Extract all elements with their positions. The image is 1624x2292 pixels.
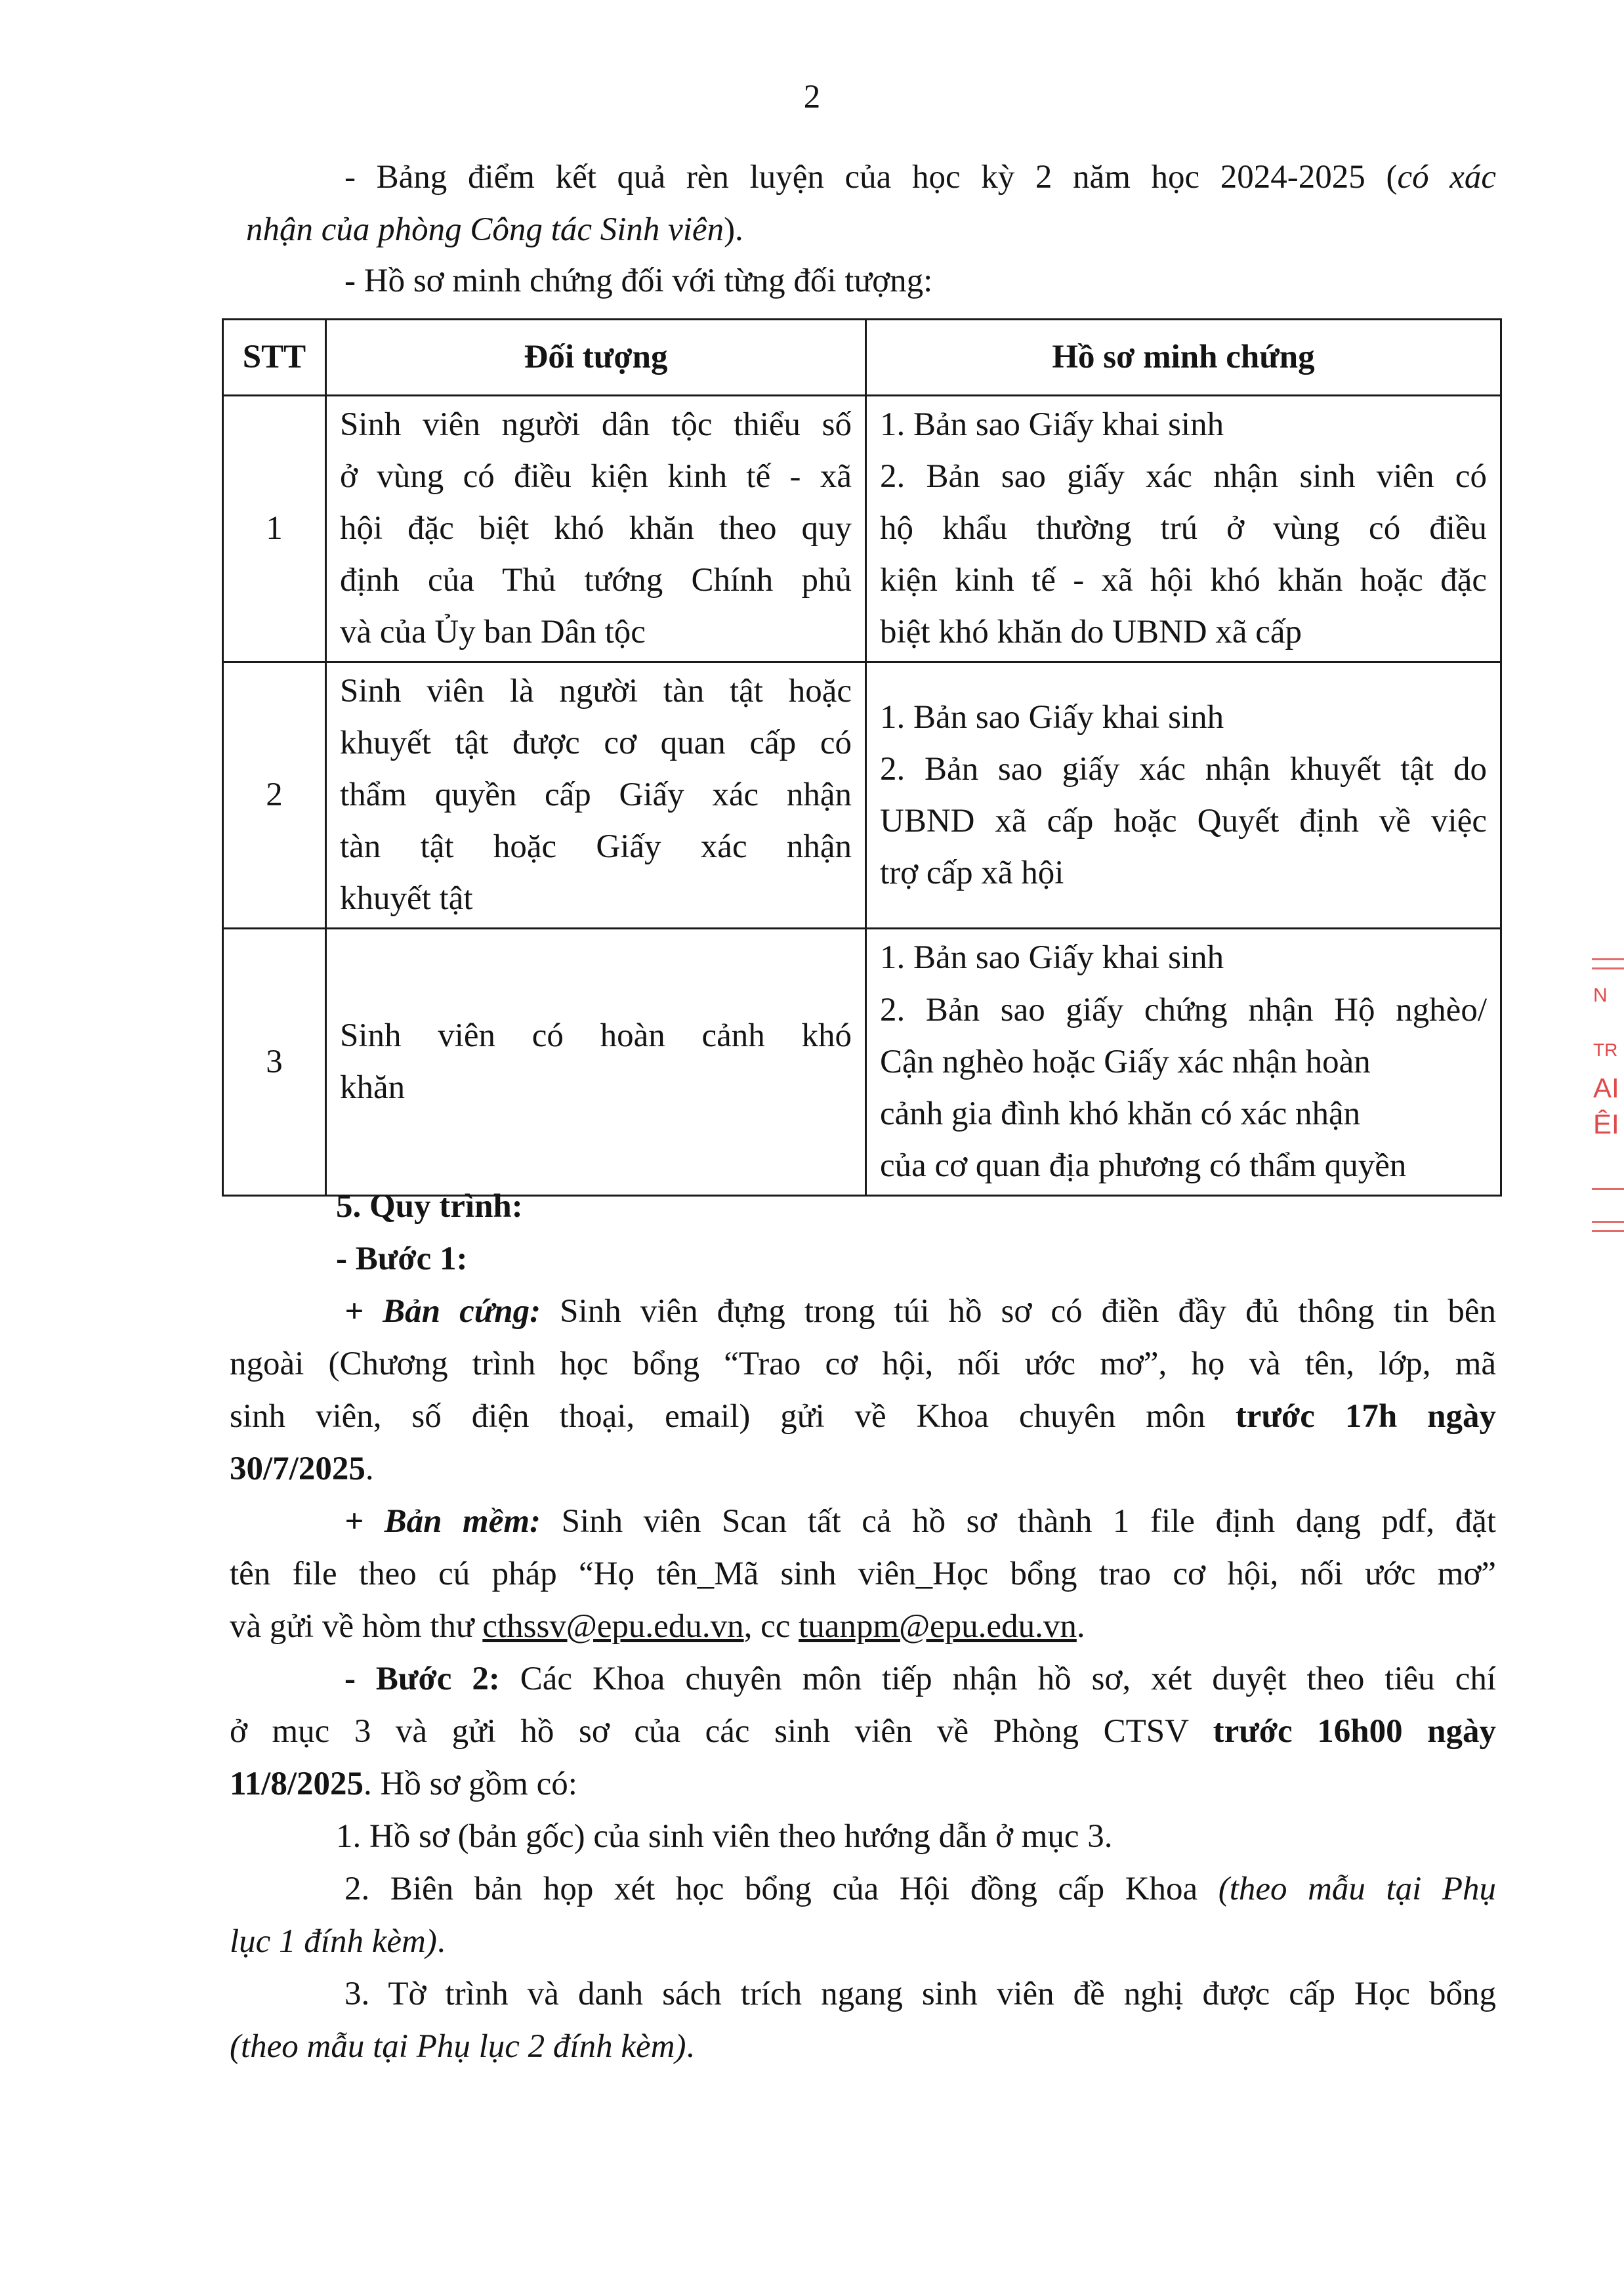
hard-copy-label: + Bản cứng: xyxy=(344,1293,541,1330)
stamp-text: N xyxy=(1593,985,1608,1006)
email-link-cthssv[interactable]: cthssv@epu.edu.vn xyxy=(482,1608,744,1645)
intro-line-1 xyxy=(230,158,1496,198)
cell-line: 2. Bản sao giấy xác nhận khuyết tật do xyxy=(880,750,1487,788)
cell-line: biệt khó khăn do UBND xã cấp xyxy=(880,614,1302,651)
cell-line: Cận nghèo hoặc Giấy xác nhận hoàn xyxy=(880,1043,1371,1080)
section-heading: 5. Quy trình: xyxy=(336,1188,523,1225)
step2-text: . Hồ sơ gồm có: xyxy=(364,1766,577,1802)
page-number: 2 xyxy=(803,79,821,116)
red-stamp-fragment xyxy=(1588,958,1624,1247)
hard-copy-line-2 xyxy=(230,1344,1496,1384)
step2-line-2 xyxy=(230,1712,1496,1752)
hard-copy-line-1 xyxy=(230,1292,1496,1332)
list-item-3-line-1 xyxy=(230,1974,1496,2014)
soft-copy-text: và gửi về hòm thư xyxy=(230,1608,483,1645)
soft-copy-line-1 xyxy=(230,1502,1496,1542)
evidence-table xyxy=(222,318,1502,1197)
table-row xyxy=(223,662,1501,929)
list-item-2-italic: lục 1 đính kèm) xyxy=(230,1923,437,1960)
step1-label: - Bước 1: xyxy=(336,1241,468,1277)
cell-line: khuyết tật xyxy=(340,880,473,918)
step2-deadline: trước 16h00 ngày xyxy=(1213,1713,1497,1750)
cell-line: khăn xyxy=(340,1069,406,1107)
cell-line: thẩm quyền cấp Giấy xác nhận xyxy=(340,776,852,814)
step2-deadline-date: 11/8/2025 xyxy=(230,1766,364,1802)
punctuation: . xyxy=(436,1923,446,1960)
row-doi-tuong xyxy=(326,929,866,1195)
row-ho-so xyxy=(866,929,1501,1195)
intro-line-3: - Hồ sơ minh chứng đối với từng đối tượng: xyxy=(344,263,933,299)
list-item-2-text: 2. Biên bản họp xét học bổng của Hội đồng cấp Khoa xyxy=(344,1871,1218,1907)
list-item-3-line-2 xyxy=(230,2027,694,2067)
table-header-row xyxy=(223,320,1501,396)
step2-text: ở mục 3 và gửi hồ sơ của các sinh viên về Phòng CTSV xyxy=(230,1713,1213,1750)
row-doi-tuong xyxy=(326,662,866,929)
header-ho-so: Hồ sơ minh chứng xyxy=(866,320,1501,396)
list-item-2-line-1 xyxy=(230,1869,1496,1909)
cell-line: định của Thủ tướng Chính phủ xyxy=(340,562,852,599)
soft-copy-text: , cc xyxy=(743,1608,799,1645)
cell-line: Sinh viên người dân tộc thiểu số xyxy=(340,406,852,443)
row-stt: 3 xyxy=(223,929,326,1195)
stamp-text: ÊI xyxy=(1593,1109,1619,1139)
header-stt: STT xyxy=(223,320,326,396)
intro-suffix: ). xyxy=(724,211,743,248)
soft-copy-line-3 xyxy=(230,1607,1085,1647)
stamp-text: AI xyxy=(1593,1072,1619,1103)
hard-copy-line-3 xyxy=(230,1397,1496,1437)
list-item-2-italic: (theo mẫu tại Phụ xyxy=(1218,1871,1496,1907)
cell-line: hội đặc biệt khó khăn theo quy xyxy=(340,510,852,547)
punctuation: . xyxy=(1076,1608,1085,1645)
table-row xyxy=(223,929,1501,1195)
list-item-1: 1. Hồ sơ (bản gốc) của sinh viên theo hướng dẫn ở mục 3. xyxy=(336,1818,1113,1855)
row-stt: 1 xyxy=(223,396,326,662)
header-doi-tuong: Đối tượng xyxy=(326,320,866,396)
soft-copy-label: + Bản mềm: xyxy=(344,1503,541,1540)
cell-line: 2. Bản sao giấy chứng nhận Hộ nghèo/ xyxy=(880,991,1487,1029)
list-item-2-line-2 xyxy=(230,1922,446,1962)
email-link-tuanpm[interactable]: tuanpm@epu.edu.vn xyxy=(799,1608,1077,1645)
punctuation: . xyxy=(686,2028,695,2065)
cell-line: 1. Bản sao Giấy khai sinh xyxy=(880,698,1224,736)
cell-line: ở vùng có điều kiện kinh tế - xã xyxy=(340,458,852,496)
hard-copy-text: ngoài (Chương trình học bổng “Trao cơ hội, nối ước mơ”, họ và tên, lớp, mã xyxy=(230,1346,1496,1382)
cell-line: cảnh gia đình khó khăn có xác nhận xyxy=(880,1095,1361,1132)
cell-line: tàn tật hoặc Giấy xác nhận xyxy=(340,828,852,866)
cell-line: 1. Bản sao Giấy khai sinh xyxy=(880,939,1224,977)
soft-copy-text: Sinh viên Scan tất cả hồ sơ thành 1 file định dạng pdf, đặt xyxy=(541,1503,1496,1540)
cell-line: Sinh viên là người tàn tật hoặc xyxy=(340,673,852,710)
cell-line: khuyết tật được cơ quan cấp có xyxy=(340,725,852,762)
soft-copy-text: tên file theo cú pháp “Họ tên_Mã sinh viên_Học bổng trao cơ hội, nối ước mơ” xyxy=(230,1556,1496,1592)
step2-line-1 xyxy=(230,1659,1496,1699)
cell-line: của cơ quan địa phương có thẩm quyền xyxy=(880,1147,1407,1184)
hard-copy-deadline: trước 17h ngày xyxy=(1235,1398,1497,1435)
stamp-text: TR xyxy=(1593,1040,1618,1060)
step2-text: Các Khoa chuyên môn tiếp nhận hồ sơ, xét duyệt theo tiêu chí xyxy=(499,1661,1496,1697)
cell-line: hộ khẩu thường trú ở vùng có điều xyxy=(880,510,1487,547)
intro-italic: có xác xyxy=(1397,159,1496,196)
row-ho-so xyxy=(866,662,1501,929)
cell-line: UBND xã cấp hoặc Quyết định về việc xyxy=(880,802,1487,839)
intro-text: - Bảng điểm kết quả rèn luyện của học kỳ 2 năm học 2024-2025 ( xyxy=(344,159,1398,196)
punctuation: . xyxy=(365,1451,374,1487)
hard-copy-text: sinh viên, số điện thoại, email) gửi về Khoa chuyên môn xyxy=(230,1398,1236,1435)
cell-line: và của Ủy ban Dân tộc xyxy=(340,614,646,651)
step2-line-3 xyxy=(230,1764,577,1804)
step2-label: - Bước 2: xyxy=(344,1661,500,1697)
intro-italic-note: nhận của phòng Công tác Sinh viên xyxy=(246,211,724,248)
cell-line: 2. Bản sao giấy xác nhận sinh viên có xyxy=(880,458,1487,496)
list-item-3-text: 3. Tờ trình và danh sách trích ngang sinh viên đề nghị được cấp Học bổng xyxy=(344,1976,1496,2012)
row-doi-tuong xyxy=(326,396,866,662)
row-stt: 2 xyxy=(223,662,326,929)
hard-copy-deadline-date: 30/7/2025 xyxy=(230,1451,365,1487)
cell-line: kiện kinh tế - xã hội khó khăn hoặc đặc xyxy=(880,562,1487,599)
cell-line: trợ cấp xã hội xyxy=(880,854,1064,891)
table-row xyxy=(223,396,1501,662)
hard-copy-text: Sinh viên đựng trong túi hồ sơ có điền đầy đủ thông tin bên xyxy=(541,1293,1496,1330)
soft-copy-line-2 xyxy=(230,1554,1496,1594)
list-item-3-italic: (theo mẫu tại Phụ lục 2 đính kèm) xyxy=(230,2028,686,2065)
row-ho-so xyxy=(866,396,1501,662)
intro-line-2 xyxy=(246,210,743,250)
cell-line: Sinh viên có hoàn cảnh khó xyxy=(340,1017,852,1055)
cell-line: 1. Bản sao Giấy khai sinh xyxy=(880,406,1224,443)
hard-copy-line-4 xyxy=(230,1449,374,1489)
